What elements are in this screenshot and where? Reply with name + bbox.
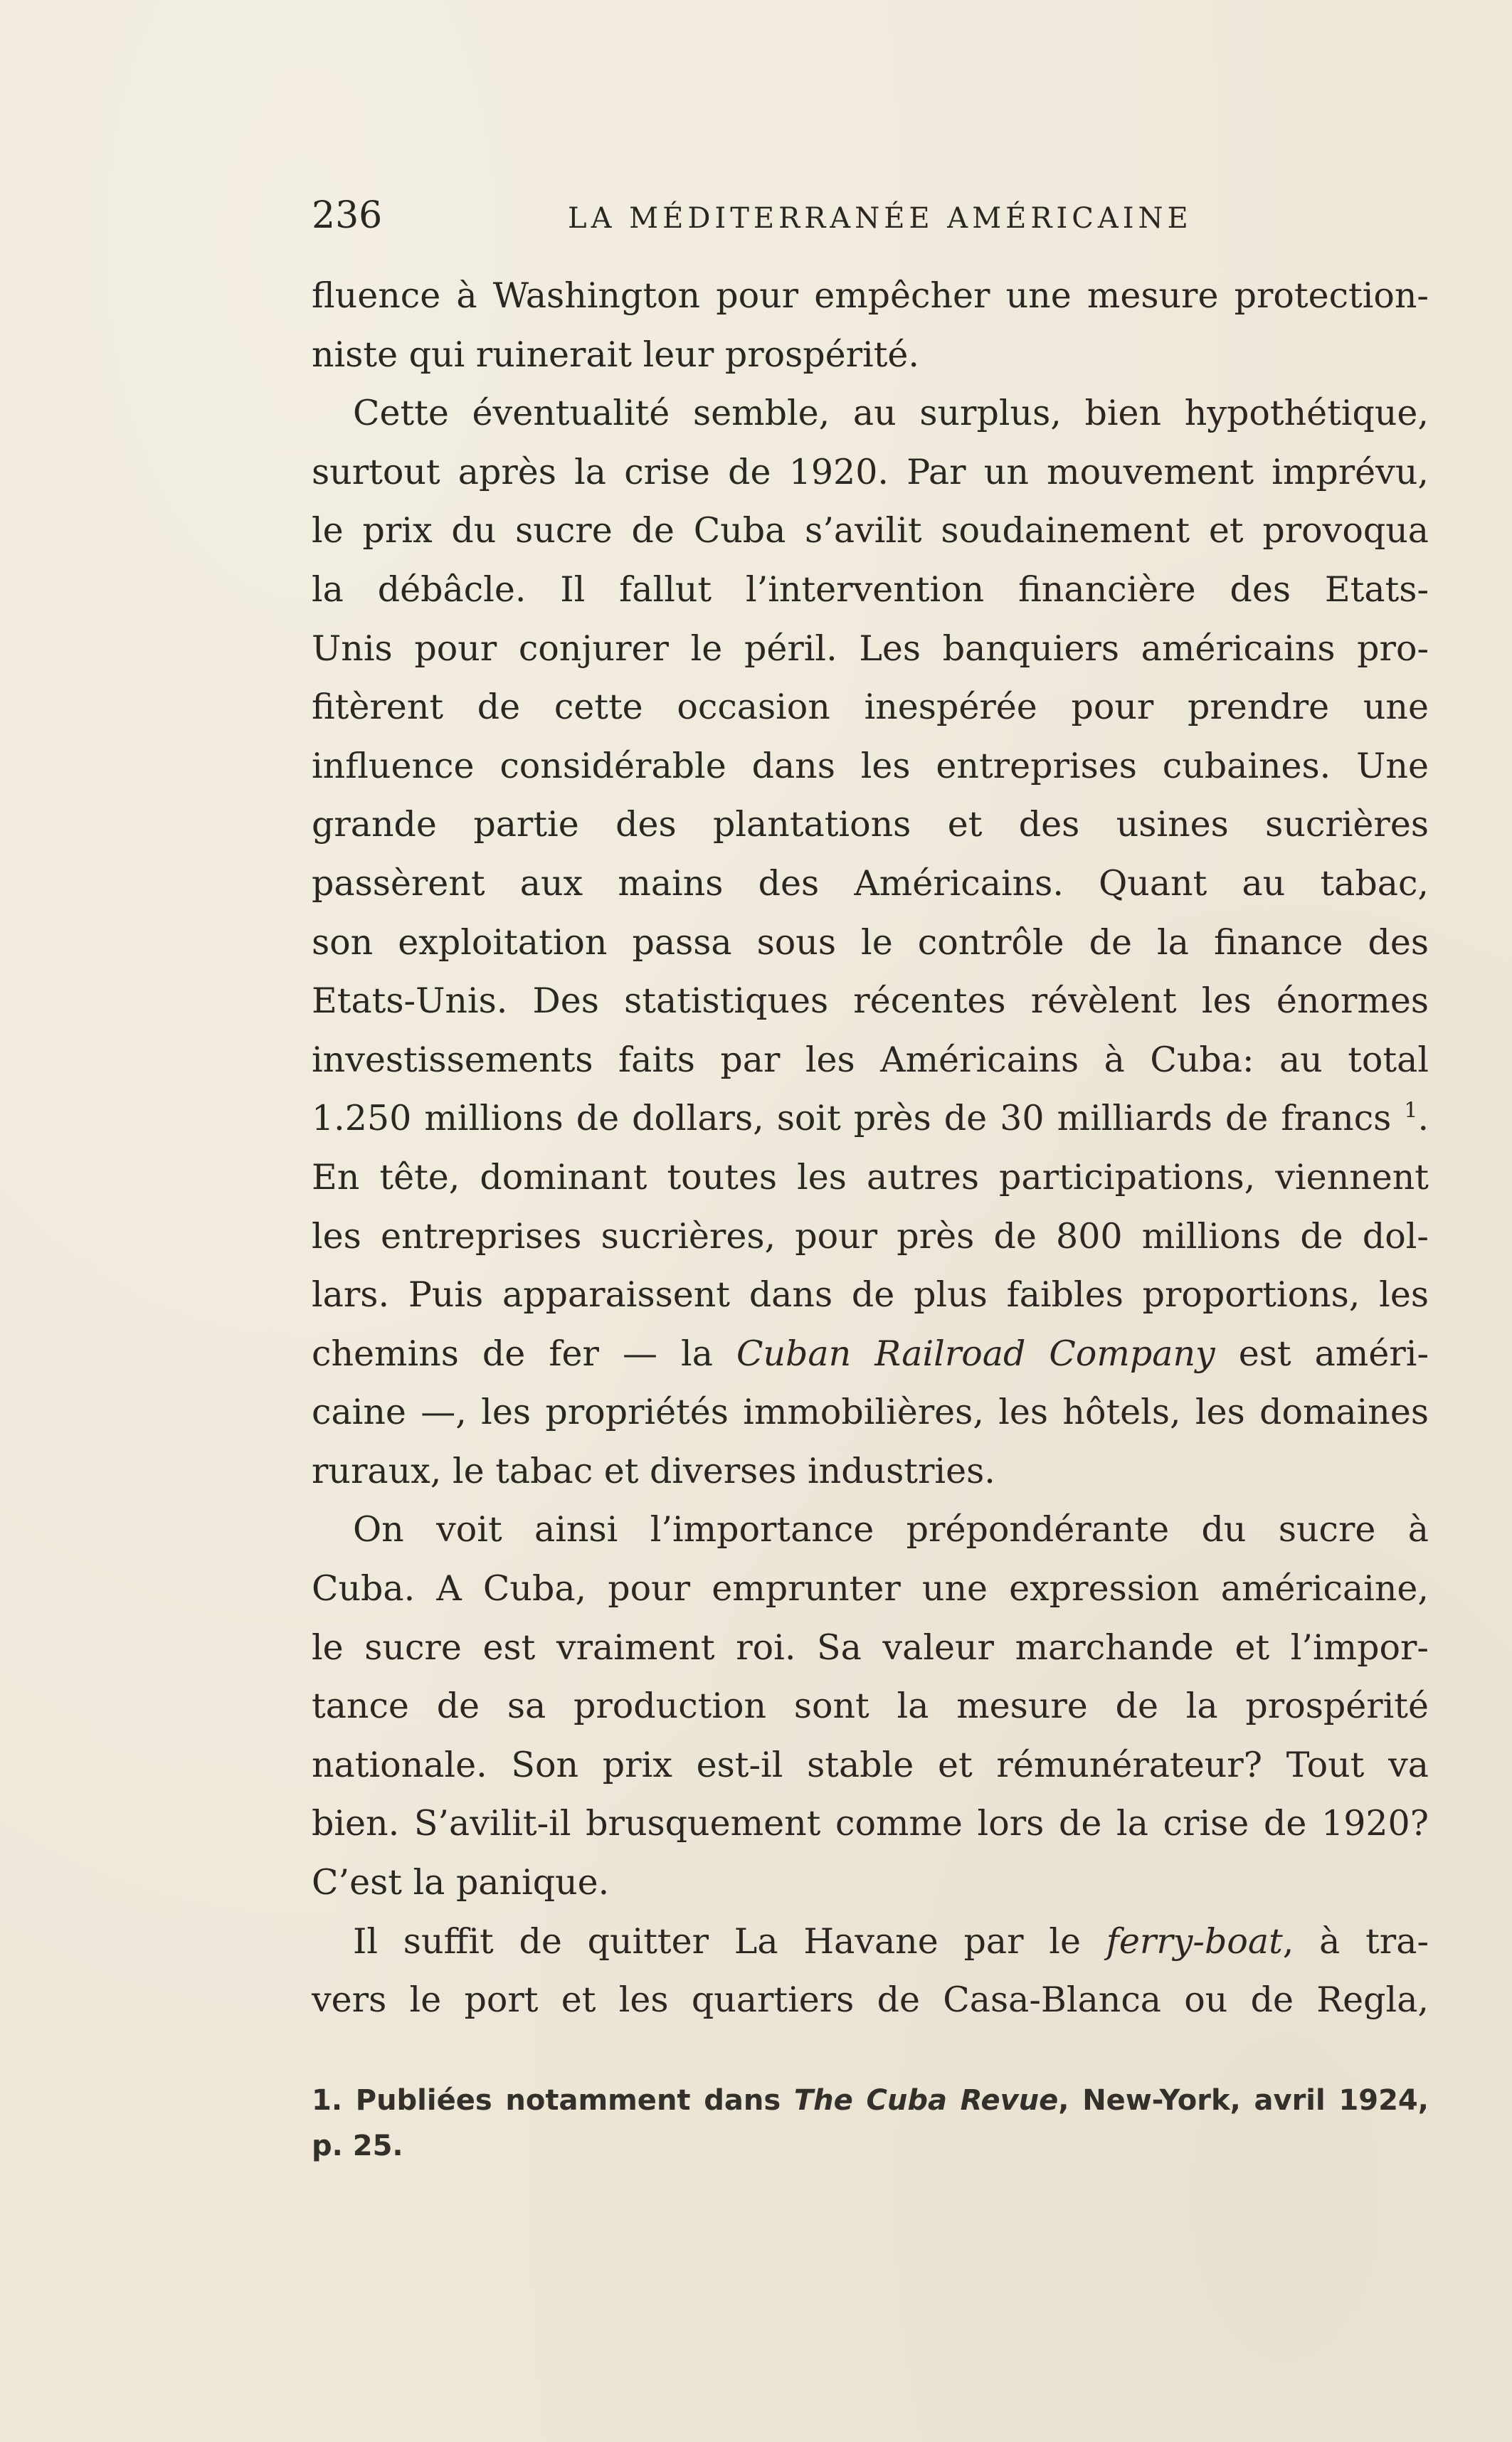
text-line: On voit ainsi l’importance prépondérante du sucre à: [353, 1509, 1429, 1550]
text-line: surtout après la crise de 1920. Par un mouvement imprévu,: [312, 451, 1429, 492]
text-line: fitèrent de cette occasion inespérée pour prendre une: [312, 687, 1429, 728]
text-line: Cuba. A Cuba, pour emprunter une expression américaine,: [312, 1568, 1429, 1610]
text-line: [312, 1089, 1429, 1148]
text-line: vers le port et les quartiers de Casa-Blanca ou de Regla,: [312, 1980, 1429, 2021]
text-line: bien. S’avilit-il brusquement comme lors de la crise de 1920?: [312, 1803, 1429, 1844]
text-line: fluence à Washington pour empêcher une mesure protection-: [312, 275, 1429, 316]
text-line: caine —, les propriétés immobilières, les hôtels, les domaines: [312, 1392, 1429, 1433]
text-line: la débâcle. Il fallut l’intervention financière des Etats-: [312, 569, 1429, 610]
text-segment: , à tra-: [1282, 1920, 1429, 1962]
footnote-text: , New-York, avril 1924,: [1058, 2084, 1429, 2117]
footnote-reference[interactable]: 1: [1404, 1098, 1418, 1124]
text-segment: Il suffit de quitter La Havane par le: [353, 1920, 1081, 1962]
running-head: LA MÉDITERRANÉE AMÉRICAINE: [568, 202, 1193, 235]
text-line: le prix du sucre de Cuba s’avilit soudainement et provoqua: [312, 510, 1429, 551]
text-line-content: 1.250 millions de dollars, soit près de 30 milliards de francs: [312, 1098, 1392, 1139]
page-header: [312, 191, 1429, 240]
text-line: les entreprises sucrières, pour près de 800 millions de dol-: [312, 1215, 1429, 1257]
footnote-reference-trail: .: [1417, 1098, 1429, 1139]
text-line: ruraux, le tabac et diverses industries.: [312, 1450, 995, 1491]
text-segment: est améri-: [1238, 1333, 1429, 1374]
text-line: lars. Puis apparaissent dans de plus faibles proportions, les: [312, 1274, 1429, 1316]
text-line: influence considérable dans les entreprises cubaines. Une: [312, 745, 1429, 786]
body-text: [312, 267, 1429, 2030]
footnote-text: Publiées notamment dans: [355, 2084, 781, 2117]
footnote-number: 1.: [312, 2084, 343, 2117]
text-segment: chemins de fer — la: [312, 1333, 713, 1374]
text-line: [312, 1913, 1429, 1972]
footnote-line: [312, 2078, 1429, 2123]
text-line: niste qui ruinerait leur prospérité.: [312, 334, 919, 375]
text-line: le sucre est vraiment roi. Sa valeur marchande et l’impor-: [312, 1627, 1429, 1668]
text-line: Etats-Unis. Des statistiques récentes révèlent les énormes: [312, 980, 1429, 1022]
text-line: passèrent aux mains des Américains. Quant au tabac,: [312, 862, 1429, 904]
text-line: Unis pour conjurer le péril. Les banquiers américains pro-: [312, 628, 1429, 669]
footnote-line: p. 25.: [312, 2130, 403, 2162]
text-line: grande partie des plantations et des usines sucrières: [312, 804, 1429, 845]
text-line: nationale. Son prix est-il stable et rémunérateur? Tout va: [312, 1744, 1429, 1785]
text-line: Cette éventualité semble, au surplus, bien hypothétique,: [353, 393, 1429, 434]
footnote-source-title: The Cuba Revue: [793, 2084, 1059, 2117]
text-line: son exploitation passa sous le contrôle de la finance des: [312, 921, 1429, 963]
text-line: En tête, dominant toutes les autres participations, viennent: [312, 1156, 1429, 1198]
text-line: C’est la panique.: [312, 1862, 610, 1903]
text-line: investissements faits par les Américains à Cuba: au total: [312, 1039, 1429, 1080]
italic-term: ferry-boat: [1106, 1920, 1283, 1962]
footnotes: [312, 2078, 1429, 2169]
text-line: [312, 1325, 1429, 1384]
page-number: 236: [312, 194, 383, 237]
italic-company-name: Cuban Railroad Company: [736, 1333, 1215, 1374]
text-line: tance de sa production sont la mesure de la prospérité: [312, 1686, 1429, 1727]
